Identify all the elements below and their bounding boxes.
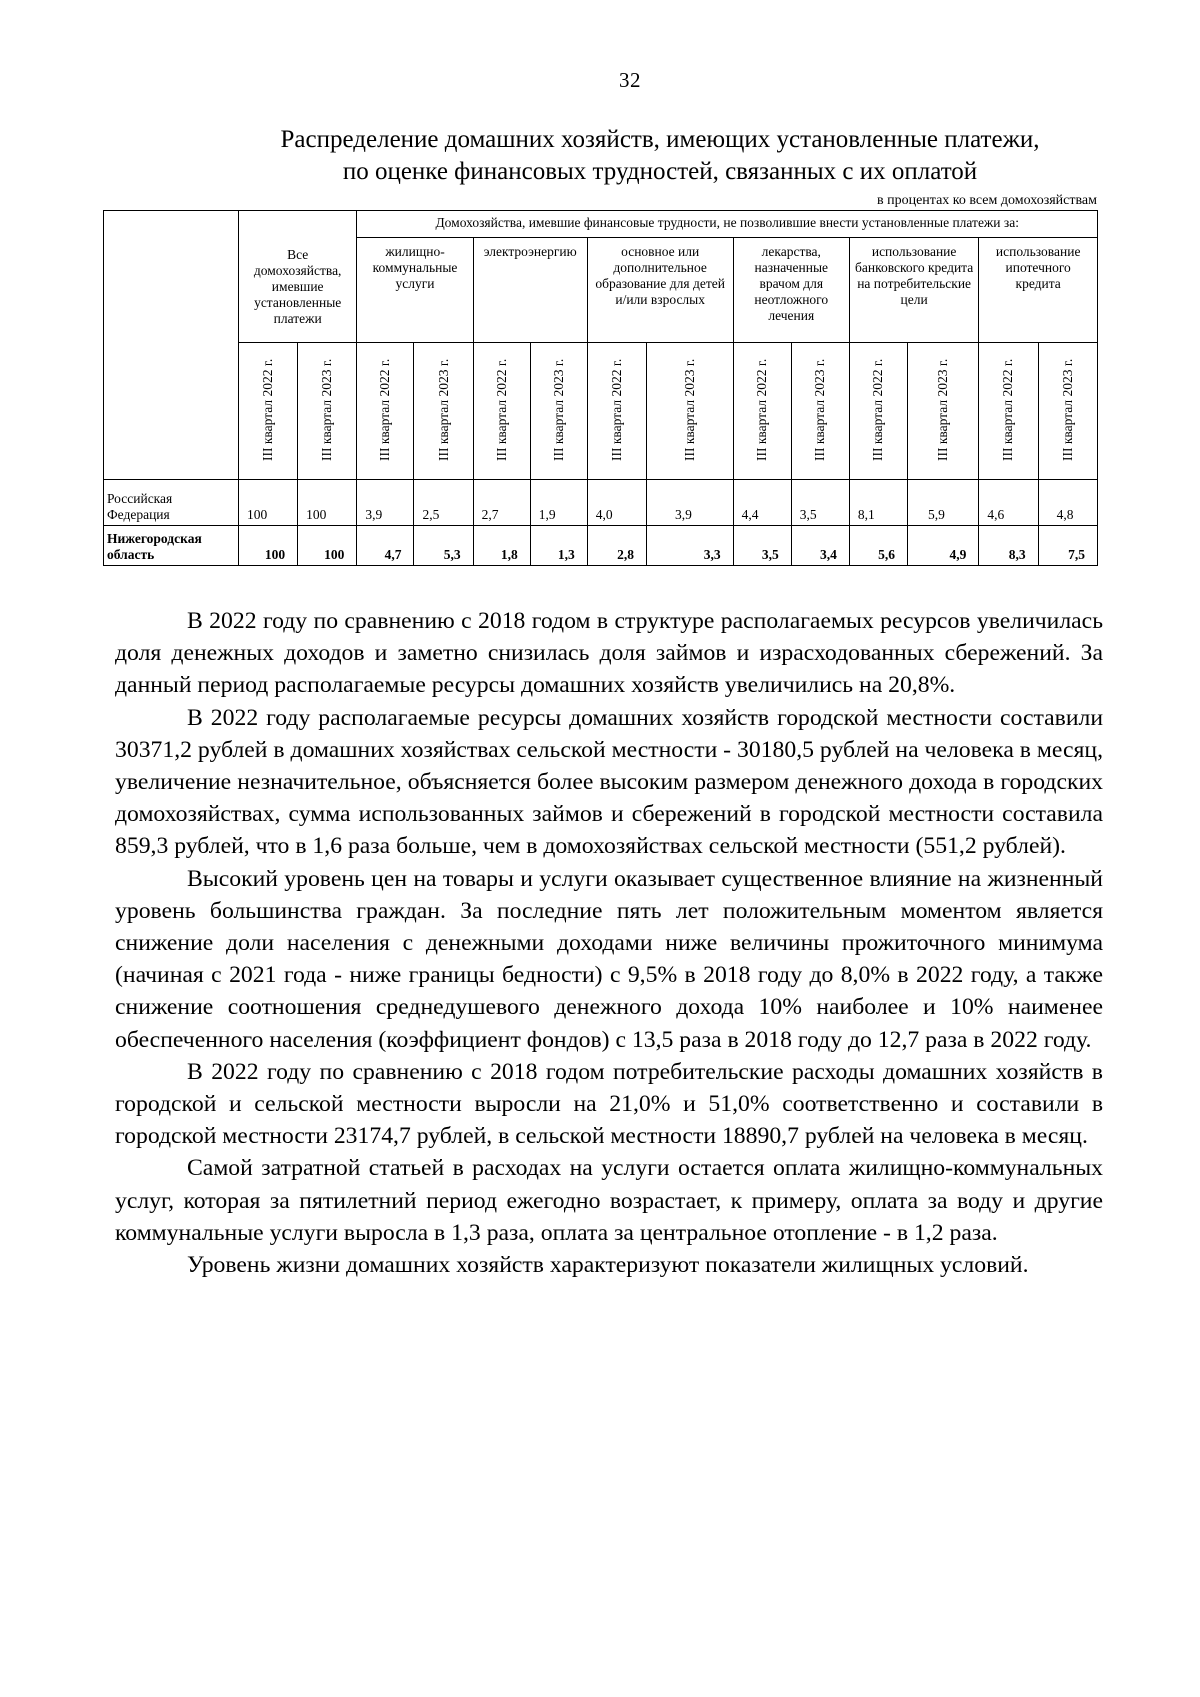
period-header: III квартал 2023 г. [791, 342, 849, 480]
table-cell: 3,9 [646, 480, 733, 526]
table-cell: 4,8 [1038, 480, 1097, 526]
households-payments-table [103, 210, 1098, 566]
table-row-nizhny-novgorod [104, 526, 1098, 566]
paragraph: Самой затратной статьей в расходах на услуги остается оплата жилищно-коммунальных услуг, которая за пятилетний период ежегодно возрастает, к примеру, оплата за воду и другие коммунальные услуги выросла в 1,3 раза, оплата за центральное отопление - в 1,2 раза. [115, 1155, 1103, 1246]
table-cell: 1,9 [530, 480, 587, 526]
category-header: лекарства, назначенные врачом для неотложного лечения [733, 238, 849, 342]
paragraph: Высокий уровень цен на товары и услуги оказывает существенное влияние на жизненный уровень большинства граждан. За последние пять лет положительным моментом является снижение доли населения с денежными доходами ниже величины прожиточного минимума (начиная с 2021 года - ниже границы бедности) с 9,5% в 2018 году до 8,0% в 2022 году, а также снижение соотношения среднедушевого денежного дохода 10% наиболее и 10% наименее обеспеченного населения (коэффициент фондов) с 13,5 раза в 2018 году до 12,7 раза в 2022 году. [115, 865, 1103, 1053]
table-cell: 2,7 [473, 480, 530, 526]
table-cell: 2,5 [414, 480, 473, 526]
table-cell: 5,6 [849, 526, 907, 566]
paragraph: В 2022 году располагаемые ресурсы домашних хозяйств городской местности составили 30371,2 рублей в домашних хозяйствах сельской местности - 30180,5 рублей на человека в месяц, увеличение незначительное, объясняется более высоким размером денежного дохода в городских домохозяйствах, сумма использованных займов и сбережений в городской местности составила 859,3 рублей, что в 1,6 раза больше, чем в домохозяйствах сельской местности (551,2 рублей). [115, 704, 1103, 860]
table-title [110, 124, 1200, 188]
table-cell: 3,5 [733, 526, 791, 566]
category-header: основное или дополнительное образование для детей и/или взрослых [587, 238, 733, 342]
category-header: использование ипотечного кредита [979, 238, 1098, 342]
period-header: III квартал 2022 г. [849, 342, 907, 480]
table-cell: 2,8 [587, 526, 646, 566]
table-cell: 1,3 [530, 526, 587, 566]
units-note: в процентах ко всем домохозяйствам [876, 193, 1097, 208]
table-cell: 5,9 [908, 480, 979, 526]
paragraph: В 2022 году по сравнению с 2018 годом потребительские расходы домашних хозяйств в городской и сельской местности выросли на 21,0% и 51,0% соответственно и составили в городской местности 23174,7 рублей, в сельской местности 18890,7 рублей на человека в месяц. [115, 1058, 1103, 1150]
period-header: III квартал 2023 г. [414, 342, 473, 480]
table-cell: 7,5 [1038, 526, 1097, 566]
table-cell: 3,3 [646, 526, 733, 566]
table-cell: 100 [298, 526, 357, 566]
category-header: использование банковского кредита на потребительские цели [849, 238, 978, 342]
period-header: III квартал 2023 г. [646, 342, 733, 480]
group-header: Домохозяйства, имевшие финансовые трудности, не позволившие внести установленные платежи за: [357, 211, 1098, 238]
table-cell: 3,9 [357, 480, 414, 526]
period-header: III квартал 2022 г. [357, 342, 414, 480]
body-text [115, 605, 1103, 1281]
table-title-line-1: Распределение домашних хозяйств, имеющих установленные платежи, [280, 126, 1040, 153]
table-title-line-2: по оценке финансовых трудностей, связанных с их оплатой [342, 158, 978, 185]
period-header: III квартал 2022 г. [733, 342, 791, 480]
row-label: Российская Федерация [104, 480, 239, 526]
period-header: III квартал 2023 г. [908, 342, 979, 480]
period-header: III квартал 2023 г. [298, 342, 357, 480]
table-cell: 3,4 [791, 526, 849, 566]
table-cell: 3,5 [791, 480, 849, 526]
table-cell: 1,8 [473, 526, 530, 566]
table-cell: 4,4 [733, 480, 791, 526]
period-header: III квартал 2022 г. [238, 342, 297, 480]
period-header: III квартал 2022 г. [473, 342, 530, 480]
period-header: III квартал 2022 г. [587, 342, 646, 480]
paragraph: Уровень жизни домашних хозяйств характеризуют показатели жилищных условий. [187, 1252, 1029, 1279]
period-header: III квартал 2023 г. [1038, 342, 1097, 480]
table-cell: 100 [298, 480, 357, 526]
table-cell: 4,7 [357, 526, 414, 566]
table-cell: 100 [238, 480, 297, 526]
category-header: электроэнергию [473, 238, 587, 342]
table-cell: 5,3 [414, 526, 473, 566]
table-cell: 4,6 [979, 480, 1038, 526]
table-cell: 100 [238, 526, 297, 566]
row-label-header [104, 211, 239, 480]
table-cell: 8,3 [979, 526, 1038, 566]
all-households-header: Все домохозяйства, имевшие установленные платежи [238, 211, 356, 343]
period-header: III квартал 2022 г. [979, 342, 1038, 480]
category-header: жилищно-коммунальные услуги [357, 238, 473, 342]
table-cell: 4,9 [908, 526, 979, 566]
paragraph: В 2022 году по сравнению с 2018 годом в структуре располагаемых ресурсов увеличилась доля денежных доходов и заметно снизилась доля займов и израсходованных сбережений. За данный период располагаемые ресурсы домашних хозяйств увеличились на 20,8%. [115, 608, 1103, 699]
page-number: 32 [619, 68, 641, 92]
period-header: III квартал 2023 г. [530, 342, 587, 480]
row-label: Нижегородская область [104, 526, 239, 566]
table-row-russian-federation [104, 480, 1098, 526]
table-cell: 8,1 [849, 480, 907, 526]
table-cell: 4,0 [587, 480, 646, 526]
